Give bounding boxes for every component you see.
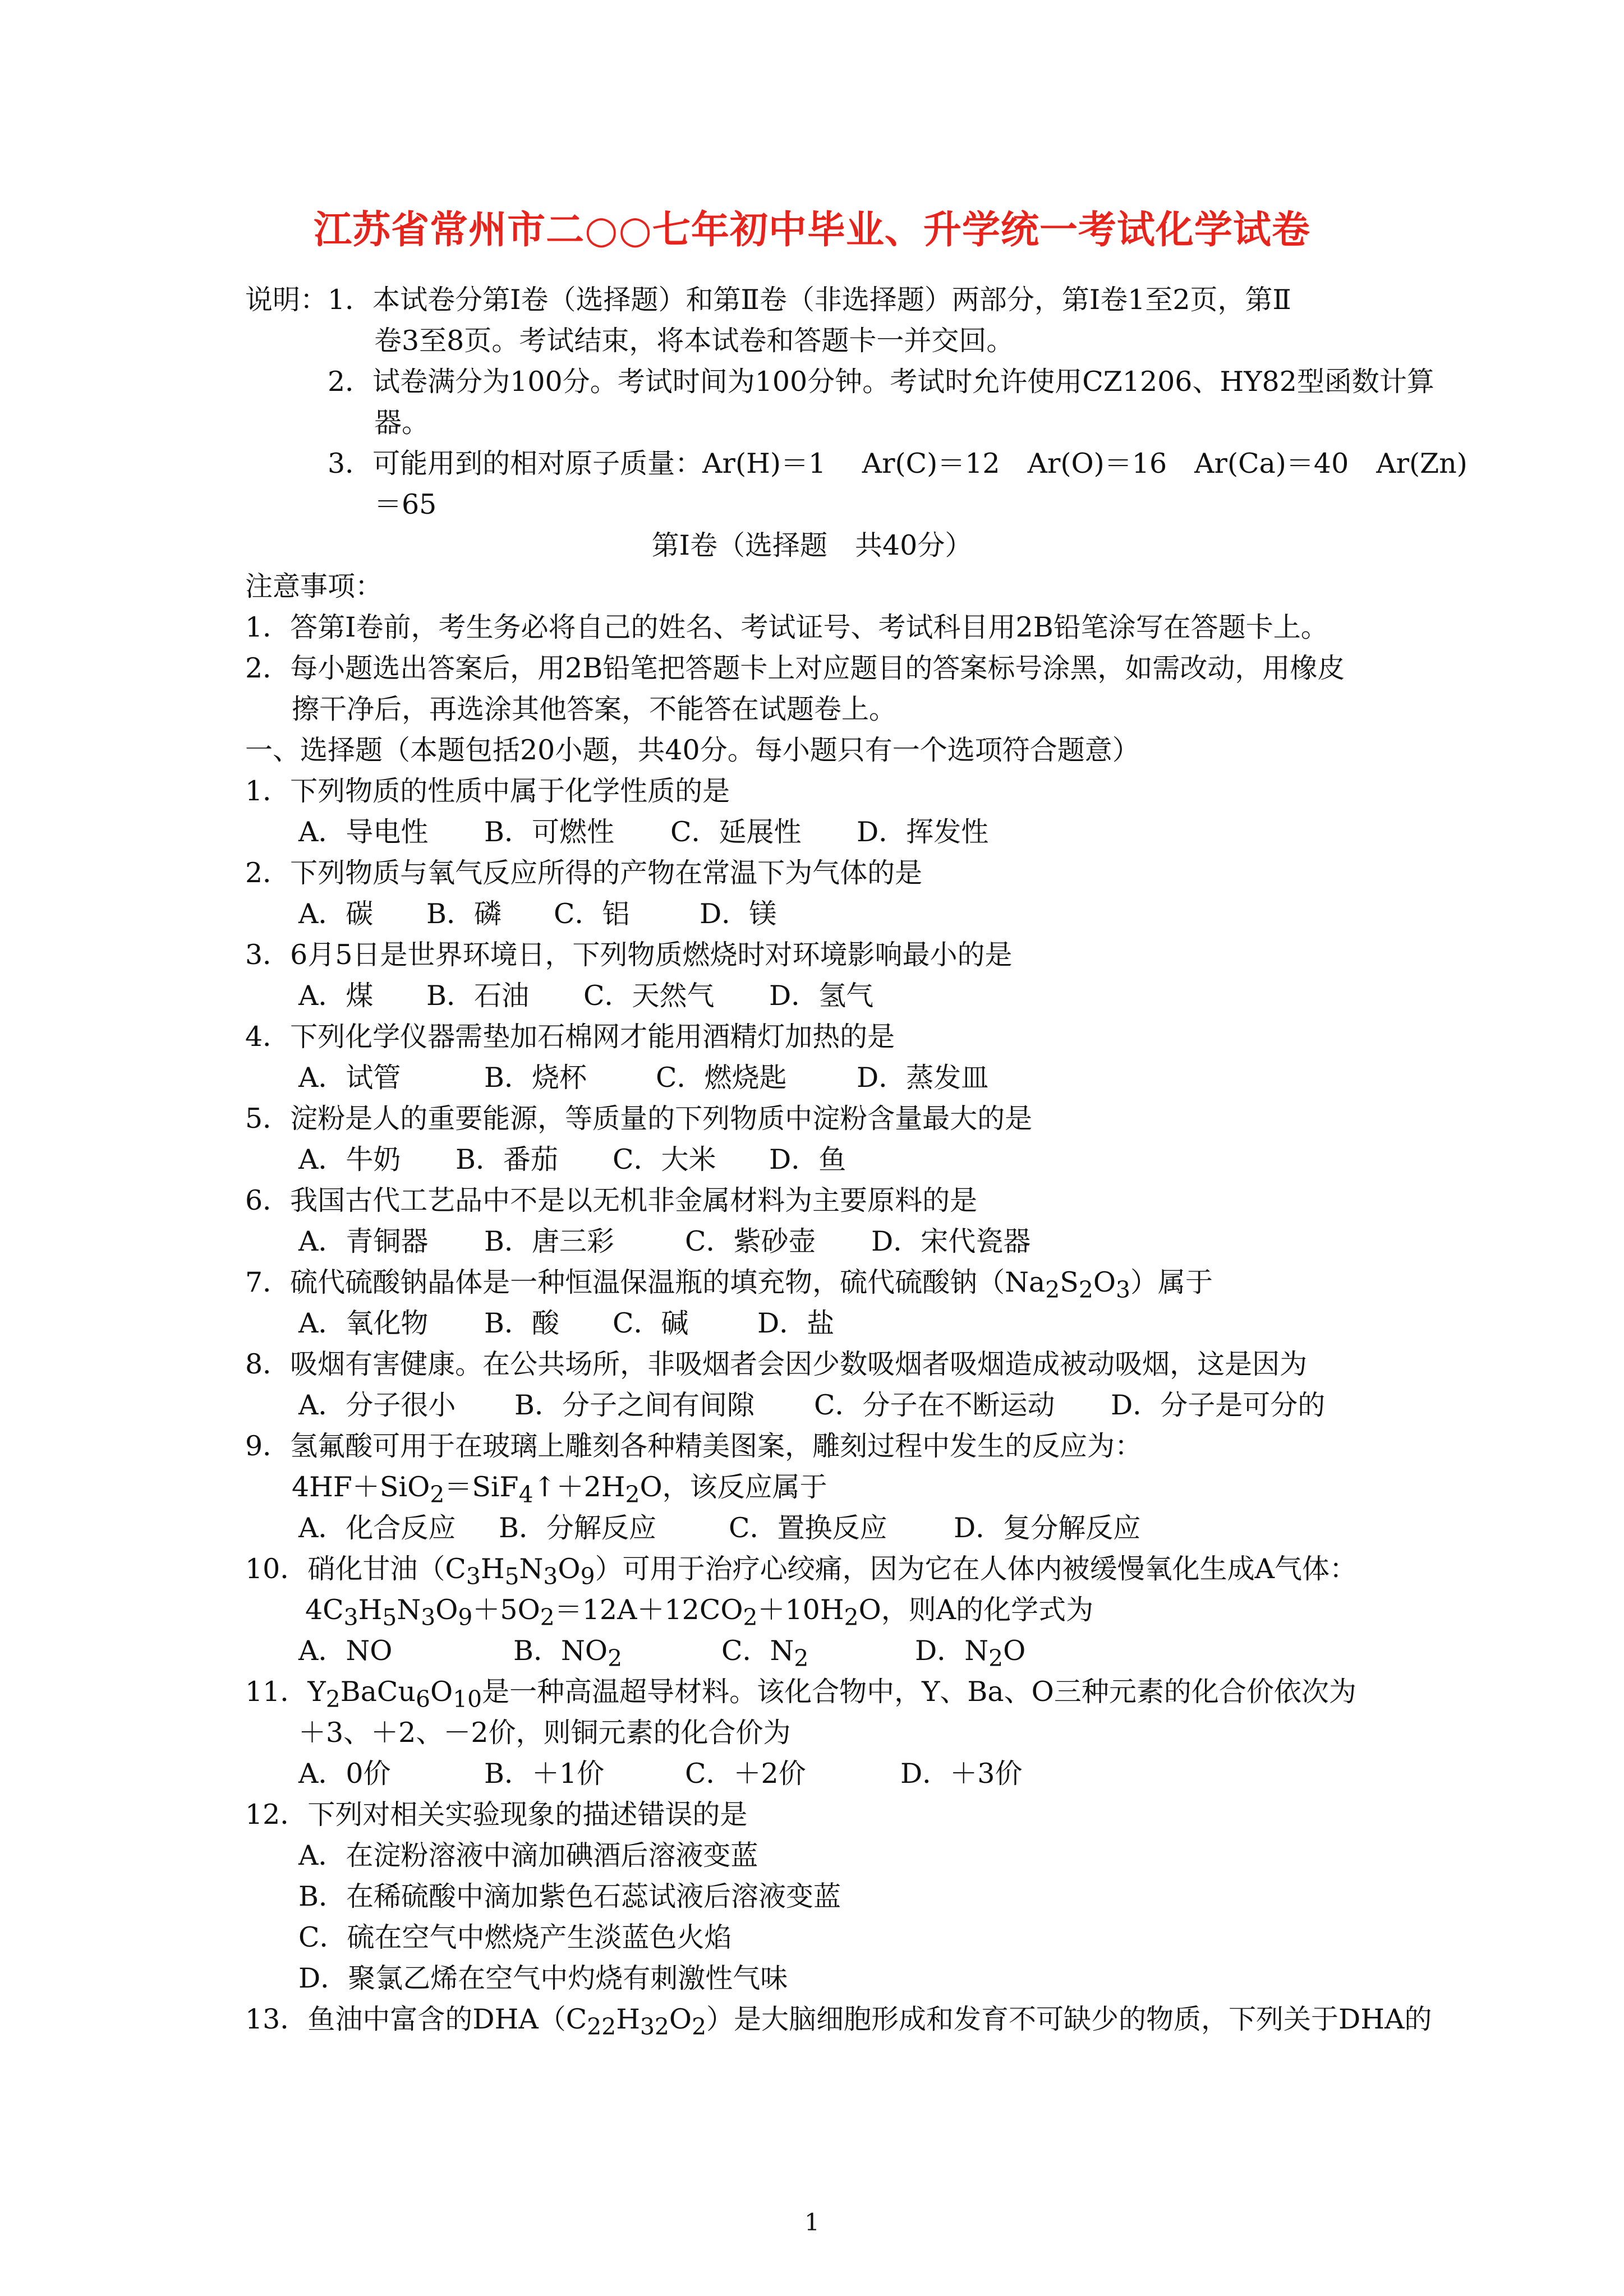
formula-subscript: 5 [504, 1562, 519, 1590]
formula-subscript: 2 [692, 2013, 707, 2040]
question-13-stem-text: ）是大脑细胞形成和发育不可缺少的物质，下列关于DHA的 [706, 2003, 1432, 2035]
question-9-option-c: C．置换反应 [729, 1512, 887, 1544]
question-4-option-d: D．蒸发皿 [857, 1062, 989, 1094]
question-6-option-d: D．宋代瓷器 [871, 1225, 1031, 1257]
option-text: C．N [721, 1635, 794, 1667]
formula-subscript: 2 [1078, 1276, 1093, 1303]
question-11-option-c: C．＋2价 [685, 1758, 806, 1790]
question-12-option-d: D．聚氯乙烯在空气中灼烧有刺激性气味 [298, 1962, 788, 1994]
formula-subscript: 2 [608, 1644, 623, 1672]
equation-text: ＝SiF [444, 1471, 519, 1503]
formula-element: N [519, 1553, 544, 1585]
notes-item-1: 1．答第Ⅰ卷前，考生务必将自己的姓名、考试证号、考试科目用2B铅笔涂写在答题卡上。 [245, 611, 1328, 643]
question-10-option-d [915, 1634, 1025, 1675]
question-1-stem: 1．下列物质的性质中属于化学性质的是 [245, 775, 730, 807]
question-9-option-b: B．分解反应 [499, 1512, 657, 1544]
question-1-option-c: C．延展性 [670, 816, 802, 848]
formula-subscript: 9 [580, 1562, 595, 1590]
question-11-stem-cont: ＋3、＋2、－2价，则铜元素的化合价为 [298, 1717, 791, 1749]
formula-subscript: 5 [382, 1603, 397, 1631]
formula-subscript: 3 [1115, 1276, 1130, 1303]
question-3-option-c: C．天然气 [583, 980, 715, 1012]
question-7-option-c: C．碱 [613, 1307, 689, 1339]
formula-subscript: 3 [543, 1562, 558, 1590]
question-8-option-a: A．分子很小 [298, 1389, 456, 1421]
equation-text: H [358, 1594, 383, 1626]
question-11-option-a: A．0价 [298, 1758, 391, 1790]
question-10-stem-text: 10．硝化甘油（C [245, 1553, 466, 1585]
question-11-stem-text: 是一种高温超导材料。该化合物中，Y、Ba、O三种元素的化合价依次为 [482, 1676, 1356, 1708]
formula-subscript: 32 [640, 2013, 669, 2040]
question-9-equation [292, 1470, 827, 1511]
question-11-option-d: D．＋3价 [900, 1758, 1023, 1790]
formula-subscript: 2 [430, 1481, 445, 1508]
question-3-stem: 3．6月5日是世界环境日，下列物质燃烧时对环境影响最小的是 [245, 939, 1013, 971]
section-heading: 第Ⅰ卷（选择题 共40分） [651, 529, 973, 561]
question-1-option-a: A．导电性 [298, 816, 429, 848]
question-3-option-a: A．煤 [298, 980, 374, 1012]
option-text: O [1003, 1635, 1026, 1667]
formula-subscript: 3 [343, 1603, 358, 1631]
formula-element: O [558, 1553, 581, 1585]
instructions-line-4: 器。 [374, 407, 430, 439]
question-2-option-a: A．碳 [298, 898, 374, 930]
equation-text: ＋10H [757, 1594, 844, 1626]
formula-subscript: 3 [466, 1562, 481, 1590]
formula-subscript: 2 [988, 1644, 1004, 1672]
equation-text: O，则A的化学式为 [858, 1594, 1094, 1626]
question-6-option-a: A．青铜器 [298, 1225, 429, 1257]
formula-subscript: 2 [540, 1603, 555, 1631]
notes-item-2: 2．每小题选出答案后，用2B铅笔把答题卡上对应题目的答案标号涂黑，如需改动，用橡皮 [245, 652, 1345, 684]
question-12-option-c: C．硫在空气中燃烧产生淡蓝色火焰 [298, 1921, 732, 1953]
formula-element: S [1060, 1266, 1079, 1298]
formula-subscript: 2 [325, 1685, 341, 1713]
question-2-option-d: D．镁 [700, 898, 777, 930]
question-8-option-b: B．分子之间有间隙 [514, 1389, 755, 1421]
question-7-option-d: D．盐 [757, 1307, 835, 1339]
formula-subscript: 2 [844, 1603, 859, 1631]
formula-subscript: 6 [415, 1685, 430, 1713]
question-5-option-d: D．鱼 [769, 1144, 846, 1175]
option-text: D．N [915, 1635, 989, 1667]
question-5-stem: 5．淀粉是人的重要能源，等质量的下列物质中淀粉含量最大的是 [245, 1103, 1033, 1135]
formula-subscript: 2 [1045, 1276, 1060, 1303]
question-4-option-b: B．烧杯 [484, 1062, 587, 1094]
formula-element: O [669, 2003, 692, 2035]
question-8-option-d: D．分子是可分的 [1111, 1389, 1326, 1421]
question-7-stem [245, 1266, 1213, 1307]
notes-heading: 注意事项： [245, 570, 383, 602]
equation-text: O [435, 1594, 458, 1626]
formula-subscript: 4 [518, 1481, 533, 1508]
formula-subscript: 2 [743, 1603, 758, 1631]
question-8-stem: 8．吸烟有害健康。在公共场所，非吸烟者会因少数吸烟者吸烟造成被动吸烟，这是因为 [245, 1348, 1308, 1380]
question-3-option-b: B．石油 [426, 980, 530, 1012]
formula-element: O [1093, 1266, 1116, 1298]
question-4-stem: 4．下列化学仪器需垫加石棉网才能用酒精灯加热的是 [245, 1021, 895, 1053]
part-heading: 一、选择题（本题包括20小题，共40分。每小题只有一个选项符合题意） [245, 734, 1140, 766]
instructions-line-3: 2．试卷满分为100分。考试时间为100分钟。考试时允许使用CZ1206、HY82型函数计算 [328, 366, 1434, 398]
question-9-option-d: D．复分解反应 [954, 1512, 1141, 1544]
question-1-option-d: D．挥发性 [857, 816, 989, 848]
question-4-option-c: C．燃烧匙 [656, 1062, 787, 1094]
question-9-option-a: A．化合反应 [298, 1512, 456, 1544]
question-13-stem-text: 13．鱼油中富含的DHA（C [245, 2003, 587, 2035]
question-6-option-b: B．唐三彩 [484, 1225, 615, 1257]
question-10-equation [305, 1593, 1093, 1634]
equation-text: 4HF＋SiO [292, 1471, 430, 1503]
exam-title: 江苏省常州市二○○七年初中毕业、升学统一考试化学试卷 [314, 208, 1310, 252]
question-9-stem: 9．氢氟酸可用于在玻璃上雕刻各种精美图案，雕刻过程中发生的反应为： [245, 1430, 1143, 1462]
equation-text: ＝12A＋12CO [554, 1594, 743, 1626]
question-1-option-b: B．可燃性 [484, 816, 615, 848]
question-10-option-a: A．NO [298, 1635, 393, 1667]
question-6-option-c: C．紫砂壶 [685, 1225, 816, 1257]
formula-subscript: 3 [421, 1603, 436, 1631]
question-6-stem: 6．我国古代工艺品中不是以无机非金属材料为主要原料的是 [245, 1184, 978, 1216]
question-5-option-b: B．番茄 [456, 1144, 559, 1175]
formula-element: 11．Y [245, 1676, 326, 1708]
equation-text: N [397, 1594, 421, 1626]
notes-item-2-cont: 擦干净后，再选涂其他答案，不能答在试题卷上。 [292, 693, 897, 725]
formula-element: O [430, 1676, 453, 1708]
question-10-option-b [513, 1634, 622, 1675]
instructions-line-1: 说明：1．本试卷分第Ⅰ卷（选择题）和第Ⅱ卷（非选择题）两部分，第Ⅰ卷1至2页，第Ⅱ [245, 284, 1291, 316]
formula-subscript: 10 [453, 1685, 482, 1713]
formula-element: H [480, 1553, 505, 1585]
formula-element: H [616, 2003, 640, 2035]
formula-element: BaCu [340, 1676, 416, 1708]
question-7-option-b: B．酸 [484, 1307, 560, 1339]
formula-subscript: 22 [587, 2013, 617, 2040]
question-10-option-c [721, 1634, 808, 1675]
question-12-stem: 12．下列对相关实验现象的描述错误的是 [245, 1799, 748, 1831]
equation-text: 4C [305, 1594, 344, 1626]
option-text: B．NO [513, 1635, 608, 1667]
question-11-stem [245, 1675, 1356, 1716]
formula-subscript: 9 [458, 1603, 473, 1631]
question-11-option-b: B．＋1价 [484, 1758, 605, 1790]
question-2-option-b: B．磷 [426, 898, 502, 930]
question-5-option-c: C．大米 [613, 1144, 716, 1175]
question-2-stem: 2．下列物质与氧气反应所得的产物在常温下为气体的是 [245, 857, 923, 889]
formula-subscript: 2 [794, 1644, 809, 1672]
question-7-stem-text: 7．硫代硫酸钠晶体是一种恒温保温瓶的填充物，硫代硫酸钠（Na [245, 1266, 1046, 1298]
instructions-line-6: ＝65 [374, 488, 437, 520]
page-number: 1 [804, 2209, 820, 2236]
equation-text: ↑＋2H [533, 1471, 625, 1503]
formula-subscript: 2 [625, 1481, 640, 1508]
question-7-stem-text: ）属于 [1130, 1266, 1213, 1298]
question-8-option-c: C．分子在不断运动 [814, 1389, 1055, 1421]
question-10-stem-text: ）可用于治疗心绞痛，因为它在人体内被缓慢氧化生成A气体： [595, 1553, 1357, 1585]
question-12-option-a: A．在淀粉溶液中滴加碘酒后溶液变蓝 [298, 1839, 758, 1871]
question-10-stem [245, 1552, 1357, 1593]
instructions-line-5: 3．可能用到的相对原子质量：Ar(H)＝1 Ar(C)＝12 Ar(O)＝16 Ar(Ca)＝40 Ar(Zn) [328, 448, 1467, 480]
question-4-option-a: A．试管 [298, 1062, 401, 1094]
instructions-line-2: 卷3至8页。考试结束，将本试卷和答题卡一并交回。 [374, 325, 1014, 357]
equation-text: ＋5O [472, 1594, 540, 1626]
question-5-option-a: A．牛奶 [298, 1144, 401, 1175]
question-2-option-c: C．铝 [554, 898, 630, 930]
equation-text: O，该反应属于 [640, 1471, 827, 1503]
question-7-option-a: A．氧化物 [298, 1307, 429, 1339]
question-12-option-b: B．在稀硫酸中滴加紫色石蕊试液后溶液变蓝 [298, 1880, 841, 1912]
question-13-stem [245, 2003, 1432, 2044]
question-3-option-d: D．氢气 [769, 980, 874, 1012]
